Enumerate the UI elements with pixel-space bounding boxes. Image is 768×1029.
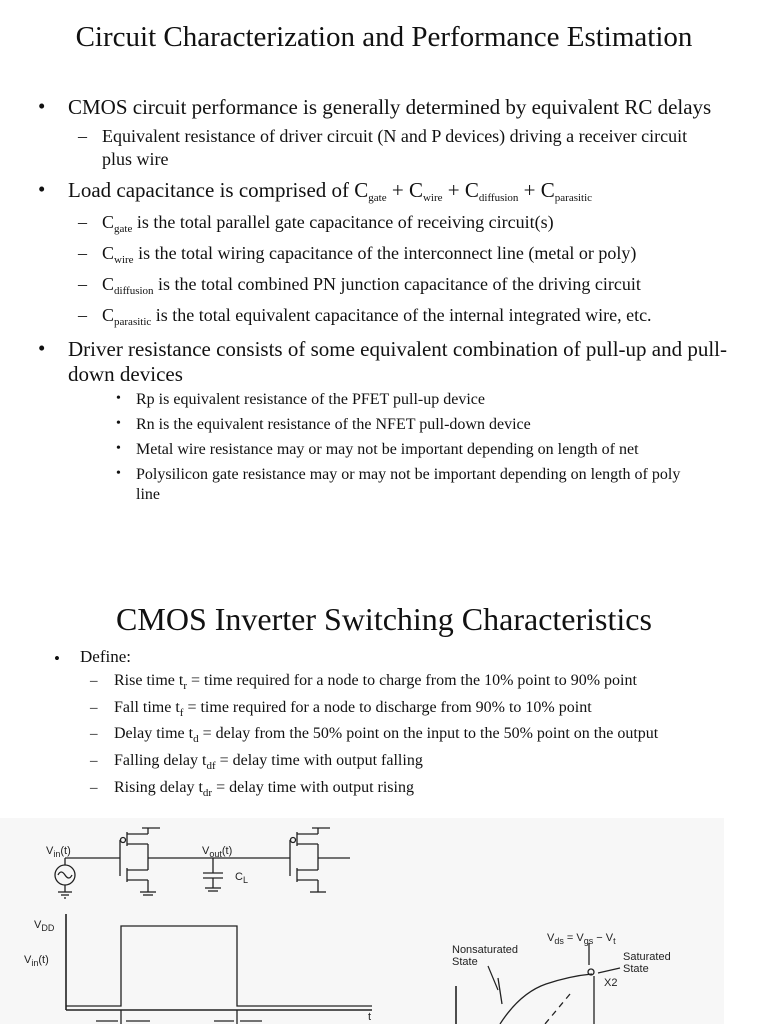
input-pulse	[66, 926, 372, 1006]
dash-marker: –	[90, 700, 98, 716]
def-item-rise-time: Rise time $t_r$ = time required for a node to charge from the 10% point to 90% point	[114, 672, 637, 692]
dash-marker: –	[78, 274, 87, 294]
fig-vin2-label: $V_{in}(t)$	[24, 954, 49, 968]
fig-x2-label: X2	[604, 977, 618, 989]
def-item-delay-time: Delay time $t_d$ = delay from the 50% point on the input to the 50% point on the output	[114, 725, 659, 745]
resistance-item: Rn is the equivalent resistance of the NFET pull-down device	[136, 416, 531, 433]
bullet-1-text: CMOS circuit performance is generally determined by equivalent RC delays	[68, 95, 712, 119]
dash-marker: –	[90, 673, 98, 689]
dash-marker: –	[90, 753, 98, 769]
sub-bullet-marker: •	[116, 391, 121, 406]
fig-vdd-label: $V_{DD}$	[34, 919, 55, 933]
def-item-fall-time: Fall time $t_f$ = time required for a node to discharge from 90% to 10% point	[114, 699, 592, 719]
fig-vin-label: $V_{in}(t)$	[46, 845, 71, 859]
bullet-marker: •	[38, 94, 46, 118]
fig-vout-label: $V_{out}(t)$	[202, 845, 233, 859]
define-label: Define:	[80, 647, 131, 666]
transfer-curve	[500, 974, 592, 1024]
cap-item-diffusion: $C_{diffusion}$ is the total combined PN junction capacitance of the driving circuit	[102, 274, 641, 297]
fig-t-label: t	[368, 1011, 372, 1023]
sub-bullet-marker: •	[116, 416, 121, 431]
bullet-marker: •	[38, 336, 46, 360]
inverter-figure-svg	[0, 818, 724, 1024]
resistance-item-line1: Polysilicon gate resistance may or may not be important depending on length of poly	[136, 466, 681, 483]
bullet-3-line2: down devices	[68, 362, 183, 386]
fig-vds-eq: $V_{ds} = V_{gs} - V_t$	[547, 932, 616, 946]
cap-item-gate: $C_{gate}$ is the total parallel gate capacitance of receiving circuit(s)	[102, 212, 554, 235]
fig-sat-line1: Saturated	[623, 951, 671, 963]
dash-marker: –	[90, 780, 98, 796]
def-item-rising-delay: Rising delay $t_{dr}$ = delay time with output rising	[114, 779, 414, 799]
fig-cl-label: $C_L$	[235, 871, 248, 885]
fig-sat-line2: State	[623, 963, 649, 975]
slide-2-title: CMOS Inverter Switching Characteristics	[116, 601, 652, 637]
def-item-falling-delay: Falling delay $t_{df}$ = delay time with output falling	[114, 752, 423, 772]
source-wave	[58, 872, 72, 878]
bullet-3-line1: Driver resistance consists of some equivalent combination of pull-up and pull-	[68, 337, 728, 361]
sub-bullet-marker: •	[116, 441, 121, 456]
dash-marker: –	[78, 305, 87, 325]
bullet-marker: •	[38, 177, 46, 201]
fig-nonsat-line1: Nonsaturated	[452, 944, 519, 956]
cap-item-wire: $C_{wire}$ is the total wiring capacitance of the interconnect line (metal or poly)	[102, 243, 637, 266]
bullet-1-sub-line2: plus wire	[102, 149, 169, 169]
fig-nonsat-line2: State	[452, 956, 478, 968]
resistance-item: Metal wire resistance may or may not be important depending on length of net	[136, 441, 639, 458]
bullet-marker: •	[54, 649, 60, 668]
dash-marker: –	[78, 243, 87, 263]
resistance-item: Rp is equivalent resistance of the PFET pull-up device	[136, 391, 485, 408]
bullet-1-sub-line1: Equivalent resistance of driver circuit (N and P devices) driving a receiver circuit	[102, 126, 688, 146]
dash-marker: –	[78, 126, 87, 146]
cap-item-parasitic: $C_{parasitic}$ is the total equivalent capacitance of the internal integrated wire, etc.	[102, 305, 652, 328]
slide-1-title: Circuit Characterization and Performance Estimation	[75, 21, 693, 53]
sub-bullet-marker: •	[116, 466, 121, 481]
bullet-2-text: Load capacitance is comprised of $C_{gate} + C_{wire} + C_{diffusion} + C_{parasitic}$	[68, 178, 593, 204]
resistance-item-line2: line	[136, 486, 160, 503]
inverter-figure	[0, 818, 724, 1024]
dash-marker: –	[78, 212, 87, 232]
dash-marker: –	[90, 726, 98, 742]
